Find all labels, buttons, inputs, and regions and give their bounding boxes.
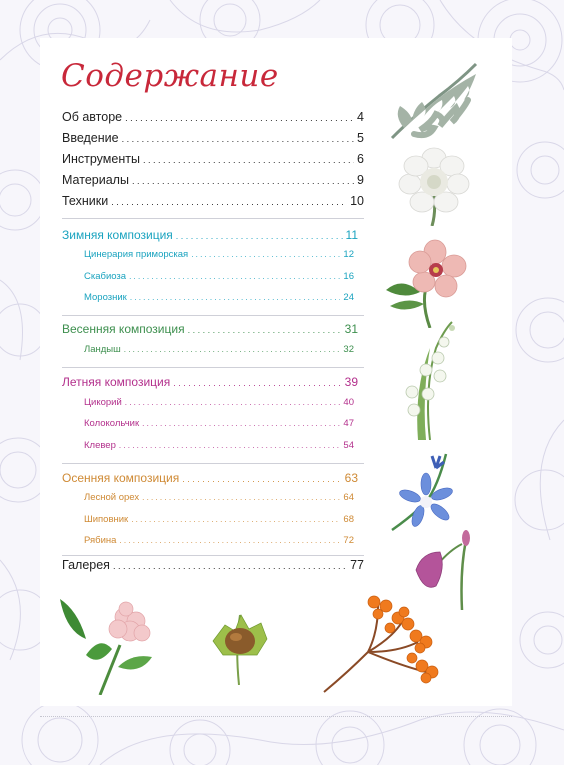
toc-entry-rowan[interactable] xyxy=(84,535,354,553)
dot-leader xyxy=(182,474,341,484)
dot-leader xyxy=(119,536,340,545)
toc-entry-label: Морозник xyxy=(84,292,127,303)
section-divider xyxy=(62,555,364,556)
toc-page-number: 39 xyxy=(344,375,358,389)
toc-page-number: 4 xyxy=(357,110,364,124)
toc-page-number: 72 xyxy=(343,535,354,546)
toc-section-summer[interactable] xyxy=(62,375,358,393)
toc-page-number: 64 xyxy=(343,492,354,503)
toc-entry-label: Ландыш xyxy=(84,344,121,355)
toc-entry-gallery[interactable] xyxy=(62,558,364,576)
rowan-berries-icon xyxy=(318,592,448,696)
toc-entry-label: Введение xyxy=(62,131,119,145)
toc-entry-label: Инструменты xyxy=(62,152,140,166)
cineraria-leaf-icon xyxy=(384,56,484,146)
toc-entry-label: Цинерария приморская xyxy=(84,249,189,260)
toc-section-label: Весенняя композиция xyxy=(62,322,185,336)
toc-entry-label: Лесной орех xyxy=(84,492,140,503)
dot-leader xyxy=(125,113,354,123)
dot-leader xyxy=(129,272,340,281)
toc-entry-label: Техники xyxy=(62,194,109,208)
toc-page-number: 68 xyxy=(343,514,354,525)
lily-of-the-valley-icon xyxy=(400,318,460,440)
chicory-flower-icon xyxy=(388,450,458,532)
toc-entry-techniques[interactable] xyxy=(62,194,364,212)
toc-entry-label: Колокольчик xyxy=(84,418,140,429)
toc-entry-label: Об авторе xyxy=(62,110,123,124)
toc-page-number: 11 xyxy=(345,228,358,242)
toc-entry-hazelnut[interactable] xyxy=(84,492,354,510)
toc-page-number: 32 xyxy=(343,344,354,355)
toc-entry-label: Скабиоза xyxy=(84,271,127,282)
toc-entry-chicory[interactable] xyxy=(84,397,354,415)
dot-leader xyxy=(191,250,340,259)
page-title: Содержание xyxy=(61,58,279,94)
toc-entry-introduction[interactable] xyxy=(62,131,364,149)
toc-entry-lily-of-the-valley[interactable] xyxy=(84,344,354,362)
section-divider xyxy=(62,463,364,464)
dot-leader xyxy=(111,197,347,207)
toc-section-label: Зимняя композиция xyxy=(62,228,173,242)
toc-section-label: Осенняя композиция xyxy=(62,471,180,485)
hazelnut-icon xyxy=(205,605,275,685)
dot-leader xyxy=(143,155,354,165)
toc-entry-label: Материалы xyxy=(62,173,129,187)
dot-leader xyxy=(142,493,340,502)
toc-page-number: 12 xyxy=(343,249,354,260)
page-bottom-rule xyxy=(40,716,512,717)
dot-leader xyxy=(113,561,347,571)
toc-entry-label: Галерея xyxy=(62,558,110,572)
dot-leader xyxy=(131,515,340,524)
dot-leader xyxy=(173,378,341,388)
toc-page-number: 40 xyxy=(343,397,354,408)
scabiosa-flower-icon xyxy=(398,146,470,226)
toc-section-spring[interactable] xyxy=(62,322,358,340)
toc-section-winter[interactable] xyxy=(62,228,358,246)
toc-entry-clover[interactable] xyxy=(84,440,354,458)
dot-leader xyxy=(132,176,354,186)
section-divider xyxy=(62,218,364,219)
toc-entry-label: Клевер xyxy=(84,440,116,451)
toc-page-number: 6 xyxy=(357,152,364,166)
toc-page-number: 16 xyxy=(343,271,354,282)
toc-entry-hellebore[interactable] xyxy=(84,292,354,310)
toc-entry-bellflower[interactable] xyxy=(84,418,354,436)
toc-entry-rosehip[interactable] xyxy=(84,514,354,532)
dot-leader xyxy=(119,441,341,450)
toc-page-number: 5 xyxy=(357,131,364,145)
toc-section-label: Летняя композиция xyxy=(62,375,171,389)
toc-page-number: 63 xyxy=(344,471,358,485)
toc-entry-tools[interactable] xyxy=(62,152,364,170)
dot-leader xyxy=(122,134,354,144)
toc-entry-label: Рябина xyxy=(84,535,117,546)
toc-page-number: 10 xyxy=(350,194,364,208)
dot-leader xyxy=(125,398,341,407)
hellebore-flower-icon xyxy=(380,238,470,328)
toc-section-autumn[interactable] xyxy=(62,471,358,489)
section-divider xyxy=(62,367,364,368)
toc-entry-cineraria[interactable] xyxy=(84,249,354,267)
toc-entry-label: Шиповник xyxy=(84,514,129,525)
dot-leader xyxy=(130,293,341,302)
dot-leader xyxy=(188,325,342,335)
toc-page-number: 54 xyxy=(343,440,354,451)
dot-leader xyxy=(142,419,340,428)
toc-entry-label: Цикорий xyxy=(84,397,122,408)
toc-entry-about-author[interactable] xyxy=(62,110,364,128)
toc-page-number: 24 xyxy=(343,292,354,303)
clover-flower-icon xyxy=(56,595,166,695)
toc-entry-materials[interactable] xyxy=(62,173,364,191)
toc-entry-scabiosa[interactable] xyxy=(84,271,354,289)
section-divider xyxy=(62,315,364,316)
toc-page-number: 77 xyxy=(350,558,364,572)
toc-page-number: 9 xyxy=(357,173,364,187)
toc-page-number: 31 xyxy=(344,322,358,336)
dot-leader xyxy=(124,345,341,354)
dot-leader xyxy=(176,231,343,241)
toc-page-number: 47 xyxy=(343,418,354,429)
